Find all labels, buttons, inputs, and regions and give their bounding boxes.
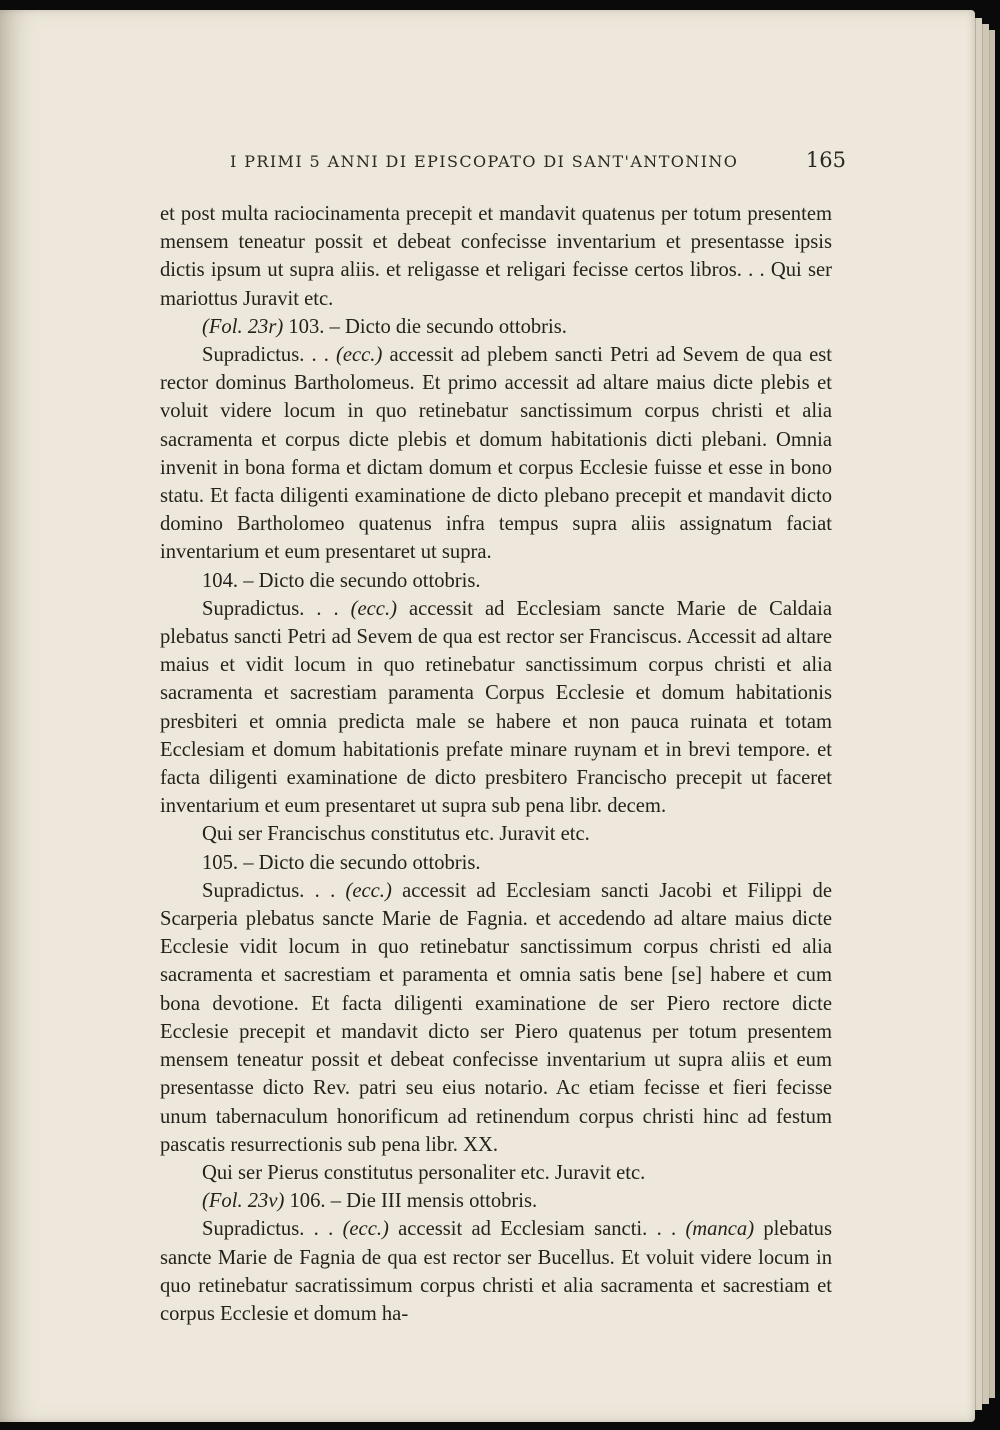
paragraph-text: plebatus sancte Marie de Fagnia de qua est rector ser Bucellus. Et voluit videre locum in quo retinebatur sacratissimum corpus christi et alia sacramenta et sacrestiam et corpus Ecclesie et domum ha- <box>160 1218 832 1325</box>
paragraph-lead: Supradictus. . . <box>202 597 351 620</box>
paragraph <box>160 1215 832 1328</box>
paragraph-text: 104. – Dicto die secundo ottobris. <box>202 569 481 592</box>
paragraph <box>160 341 832 567</box>
paragraph <box>160 820 832 848</box>
paragraph <box>160 200 832 313</box>
paragraph <box>160 313 832 341</box>
editorial-note: (ecc.) <box>350 597 397 620</box>
paragraph <box>160 1159 832 1187</box>
paragraph <box>160 877 832 1159</box>
folio-reference: (Fol. 23r) <box>202 315 284 338</box>
editorial-note: (ecc.) <box>336 344 383 367</box>
paragraph-lead: Supradictus. . . <box>202 1218 343 1241</box>
page-edge <box>982 24 989 1404</box>
paragraph-text: Qui ser Pierus constitutus personaliter etc. Juravit etc. <box>202 1161 646 1184</box>
paragraph-text: accessit ad Ecclesiam sancte Marie de Caldaia plebatus sancti Petri ad Sevem de qua est rector ser Franciscus. Accessit ad altare maius et vidit locum in quo retinebatur sanctissimum corpus christi et alia sacramenta et sacrestiam paramenta Corpus Ecclesie et domum habitationis presbiteri et omnia predicta male se habere et non pauca ruinata et totam Ecclesiam et domum habitationis prefate minare ruynam et in brevi tempore. et facta diligenti examinatione de dicto presbitero Francischo precepit ut faceret inventarium et eum presentaret ut supra sub pena libr. decem. <box>160 597 832 818</box>
editorial-note: (manca) <box>685 1218 755 1241</box>
paragraph-text: accessit ad plebem sancti Petri ad Sevem de qua est rector dominus Bartholomeus. Et primo accessit ad altare maius dicte plebis et voluit videre locum in quo retinebatur sanctissimum corpus christi et alia sacramenta et corpus dicte plebis et domum habitationis dicti plebani. Omnia invenit in bona forma et dictam domum et corpus Ecclesie fuisse et esse in bono statu. Et facta diligenti examinatione de dicto plebano precepit et mandavit dicto domino Bartholomeo quatenus infra tempus supra aliis assignatum faciat inventarium et eum presentaret ut supra. <box>160 344 832 564</box>
paragraph-text: 103. – Dicto die secundo ottobris. <box>283 315 567 338</box>
page-edge <box>989 30 995 1398</box>
folio-reference: (Fol. 23v) <box>202 1190 285 1213</box>
running-title: I PRIMI 5 ANNI DI EPISCOPATO DI SANT'ANTONINO <box>230 152 739 171</box>
paragraph-text: accessit ad Ecclesiam sancti. . . <box>388 1218 686 1241</box>
paragraph-text: Qui ser Francischus constitutus etc. Juravit etc. <box>202 823 590 846</box>
paragraph <box>160 1187 832 1215</box>
paragraph-lead: Supradictus. . . <box>202 344 337 367</box>
paragraph-lead: Supradictus. . . <box>202 879 346 902</box>
paragraph <box>160 595 832 821</box>
paragraph-text: 106. – Die III mensis ottobris. <box>284 1190 538 1213</box>
editorial-note: (ecc.) <box>345 879 392 902</box>
editorial-note: (ecc.) <box>342 1218 389 1241</box>
paragraph <box>160 849 832 877</box>
body-text <box>160 200 832 1328</box>
paragraph-text: 105. – Dicto die secundo ottobris. <box>202 851 481 874</box>
paragraph <box>160 567 832 595</box>
running-header <box>160 148 850 178</box>
paragraph-text: accessit ad Ecclesiam sancti Jacobi et Filippi de Scarperia plebatus sancte Marie de Fagnia. et accedendo ad altare maius dicte Ecclesie vidit locum in quo retinebatur sanctissimum corpus christi ed alia sacramenta et sacrestiam et paramenta et omnia satis bene [se] habere et cum bona devotione. Et facta diligenti examinatione de ser Piero rectore dicte Ecclesie precepit et mandavit dicto ser Piero quatenus per totum presentem mensem teneatur possit et debeat confecisse inventarium ut supra aliis et eum presentasse dicto Rev. patri seu eius notario. Ac etiam fecisse et fieri fecisse unum tabernaculum honorificum ad retinendum corpus christi hinc ad festum pascatis resurrectionis sub pena libr. XX. <box>160 879 832 1156</box>
paragraph-text: et post multa raciocinamenta precepit et mandavit quatenus per totum presentem mensem teneatur possit et debeat confecisse inventarium et presentasse ipsis dictis ipsum ut supra aliis. et religasse et religari fecisse certos libros. . . Qui ser mariottus Juravit etc. <box>160 203 832 310</box>
page-number: 165 <box>805 148 846 172</box>
page-edge <box>975 18 982 1410</box>
